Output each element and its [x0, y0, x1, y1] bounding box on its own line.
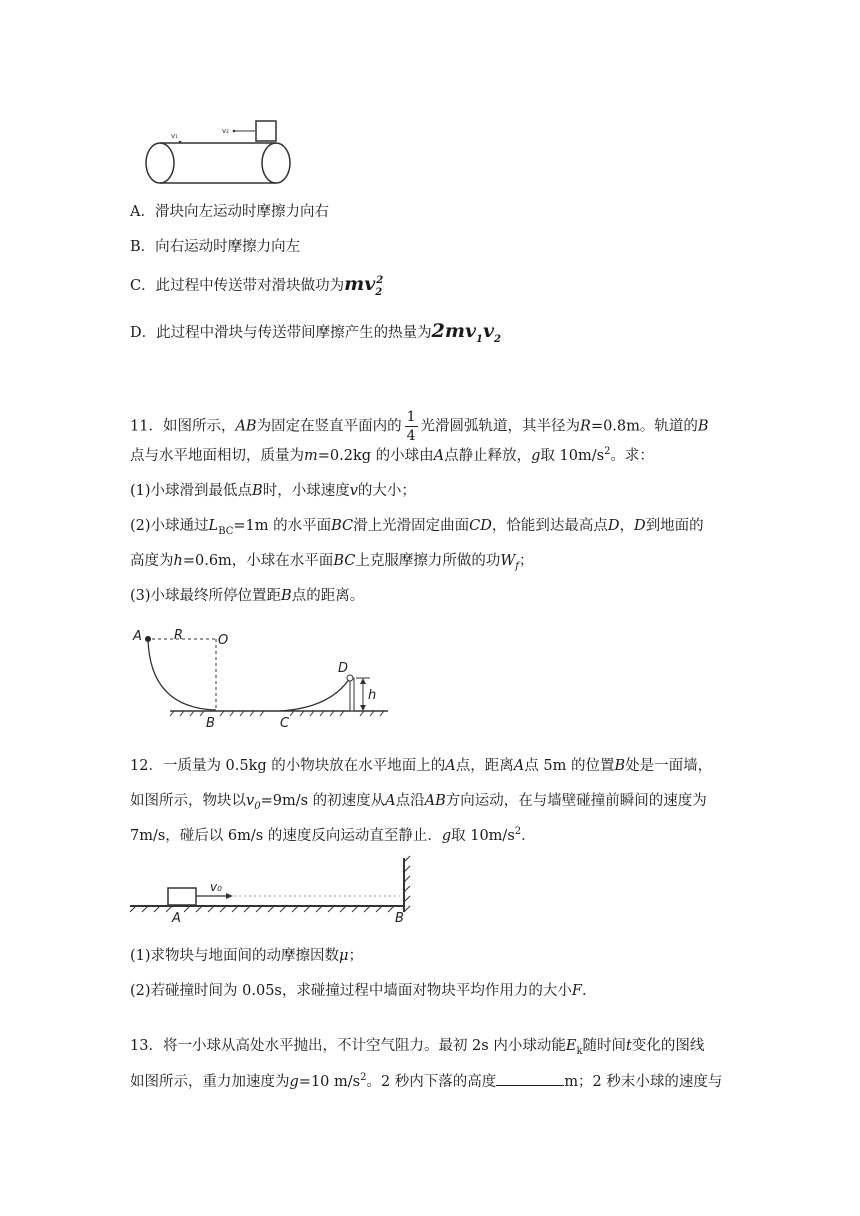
option-d-formula: $2mv_1v_2$ [431, 320, 501, 345]
block-wall-figure [130, 856, 420, 926]
fraction-one-quarter: $\frac{1}{4}$ [406, 409, 416, 444]
v0-label: v₀ [210, 880, 222, 894]
v2-label: v₂ [222, 127, 229, 135]
label-c: C [280, 716, 290, 731]
q11-line2: 点与水平地面相切，质量为m=0.2kg 的小球由A点静止释放，g取 $10m/s^2$。求： [130, 446, 654, 464]
q13-line2: 如图所示，重力加速度为g=10 $m/s^2$。2 秒内下落的高度 m；2 秒末小球的速度与 [130, 1072, 723, 1090]
option-d [130, 321, 501, 343]
q12-line3: 7m/s，碰后以 6m/s 的速度反向运动直至静止．g取 $10m/s^2$． [130, 826, 536, 844]
label-a: A [133, 629, 142, 644]
answer-blank[interactable] [496, 1071, 564, 1086]
option-c-text: C．此过程中传送带对滑块做功为 [130, 278, 345, 294]
label-o: O [218, 633, 229, 648]
right-pulley [262, 143, 290, 183]
q12-part2: (2)若碰撞时间为 0.05s，求碰撞过程中墙面对物块平均作用力的大小F. [130, 983, 587, 999]
stand-post [350, 678, 354, 711]
v1-dot [179, 141, 182, 144]
q11-line1: 11．如图所示，AB为固定在竖直平面内的 $\frac{1}{4}$ 光滑圆弧轨道，其半径为R=0.8m。轨道的B [130, 409, 709, 444]
label-h: h [368, 688, 377, 703]
label-b: B [206, 716, 215, 731]
option-b: B．向右运动时摩擦力向左 [130, 239, 301, 255]
option-d-text: D．此过程中滑块与传送带间摩擦产生的热量为 [130, 325, 432, 341]
q11-part2-cont: 高度为h=0.6m，小球在水平面BC上克服摩擦力所做的功$W_f$； [130, 553, 534, 572]
label-a: A [172, 911, 181, 926]
height-arrowhead-up [360, 678, 366, 684]
curved-surface-cd [280, 678, 350, 711]
option-a: A．滑块向左运动时摩擦力向右 [130, 204, 329, 220]
v1-label: v₁ [171, 132, 178, 140]
arc-track-figure [130, 622, 390, 731]
option-c [130, 274, 383, 296]
label-d: D [338, 661, 349, 676]
quarter-arc [148, 639, 216, 710]
height-arrowhead-down [360, 705, 366, 711]
conveyor-belt-figure [140, 118, 300, 188]
label-r: R [174, 628, 184, 643]
small-block [168, 888, 196, 905]
label-b: B [395, 911, 404, 926]
q11-part2: (2)小球通过$L_{BC}=1m$ 的水平面BC滑上光滑固定曲面CD，恰能到达最高点D，D到地面的 [130, 518, 704, 537]
v2-dot [233, 130, 236, 133]
q11-part1: (1)小球滑到最低点B时，小球速度v的大小； [130, 483, 416, 499]
q12-part1: (1)求物块与地面间的动摩擦因数μ； [130, 948, 363, 964]
q12-line2: 如图所示，物块以$v_0=9m/s$ 的初速度从A点沿AB方向运动，在与墙壁碰撞前瞬间的速度为 [130, 793, 707, 812]
v0-arrowhead [226, 893, 233, 899]
slider-block [256, 121, 276, 141]
q13-line1: 13．将一小球从高处水平抛出，不计空气阻力。最初 2s 内小球动能$E_k$随时间t变化的图线 [130, 1038, 705, 1057]
q11-part3: (3)小球最终所停位置距B点的距离。 [130, 588, 365, 604]
option-c-formula: $mv_2^2$ [344, 273, 384, 298]
q12-line1: 12．一质量为 0.5kg 的小物块放在水平地面上的A点，距离A点 5m 的位置B处是一面墙， [130, 758, 713, 774]
left-pulley [146, 143, 174, 183]
